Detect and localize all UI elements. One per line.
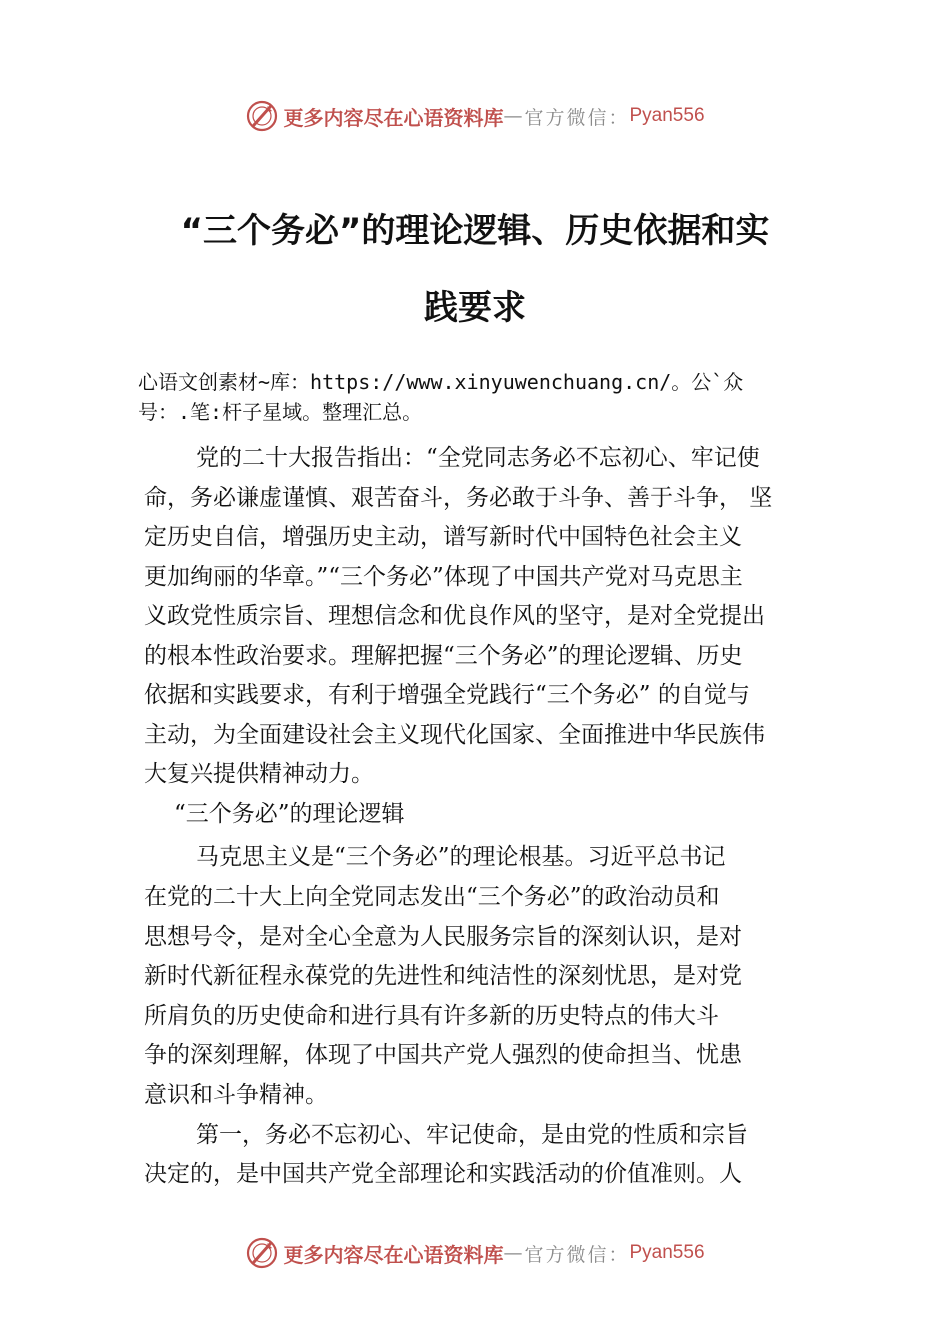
watermark-official-label: 官方微信：	[524, 106, 630, 129]
body-line: 新时代新征程永葆党的先进性和纯洁性的深刻忧思，是对党	[144, 963, 742, 989]
body-line: 命，务必谦虚谨慎、艰苦奋斗，务必敢于斗争、善于斗争， 坚	[144, 485, 773, 511]
body-line: 定历史自信，增强历史主动，谱写新时代中国特色社会主义	[144, 524, 742, 550]
body-line: 马克思主义是“三个务必”的理论根基。习近平总书记	[196, 844, 726, 870]
source-line-1: 心语文创素材~库：https://www.xinyuwenchuang.cn/。公`众	[138, 370, 744, 394]
body-line: 争的深刻理解，体现了中国共产党人强烈的使命担当、忧患	[144, 1042, 742, 1068]
footer-watermark	[0, 1233, 950, 1273]
stamp-logo-icon	[245, 99, 279, 133]
source-line-2: 号：.笔:杆子星域。整理汇总。	[138, 400, 423, 424]
body-line: 的根本性政治要求。理解把握“三个务必”的理论逻辑、历史	[144, 643, 743, 669]
body-line: 第一，务必不忘初心、牢记使命，是由党的性质和宗旨	[196, 1122, 748, 1148]
header-watermark	[0, 96, 950, 136]
body-line: 意识和斗争精神。	[144, 1082, 328, 1108]
watermark-main-text: 更多内容尽在心语资料库	[283, 1242, 504, 1267]
body-line: 更加绚丽的华章。”“三个务必”体现了中国共产党对马克思主	[144, 564, 743, 590]
body-line: 义政党性质宗旨、理想信念和优良作风的坚守，是对全党提出	[144, 603, 765, 629]
body-line: 党的二十大报告指出：“全党同志务必不忘初心、牢记使	[196, 445, 760, 471]
document-title-line-2: 践要求	[424, 288, 526, 328]
watermark-official-label: 官方微信：	[524, 1243, 630, 1266]
body-line: 所肩负的历史使命和进行具有许多新的历史特点的伟大斗	[144, 1003, 719, 1029]
body-line: 依据和实践要求，有利于增强全党践行“三个务必” 的自觉与	[144, 682, 750, 708]
body-line: 决定的，是中国共产党全部理论和实践活动的价值准则。人	[144, 1161, 742, 1187]
watermark-main-text: 更多内容尽在心语资料库	[283, 105, 504, 130]
watermark-dash: —	[503, 105, 525, 127]
stamp-logo-icon	[245, 1236, 279, 1270]
body-line: 大复兴提供精神动力。	[144, 761, 374, 787]
body-line: 在党的二十大上向全党同志发出“三个务必”的政治动员和	[144, 884, 720, 910]
body-line: 主动，为全面建设社会主义现代化国家、全面推进中华民族伟	[144, 722, 765, 748]
body-line: 思想号令，是对全心全意为人民服务宗旨的深刻认识，是对	[144, 924, 742, 950]
watermark-wechat-id: Pyan556	[629, 105, 705, 126]
watermark-wechat-id: Pyan556	[629, 1242, 705, 1263]
watermark-dash: —	[503, 1242, 525, 1264]
document-title-line-1: “三个务必”的理论逻辑、历史依据和实	[180, 211, 770, 251]
section-heading: “三个务必”的理论逻辑	[174, 801, 405, 827]
